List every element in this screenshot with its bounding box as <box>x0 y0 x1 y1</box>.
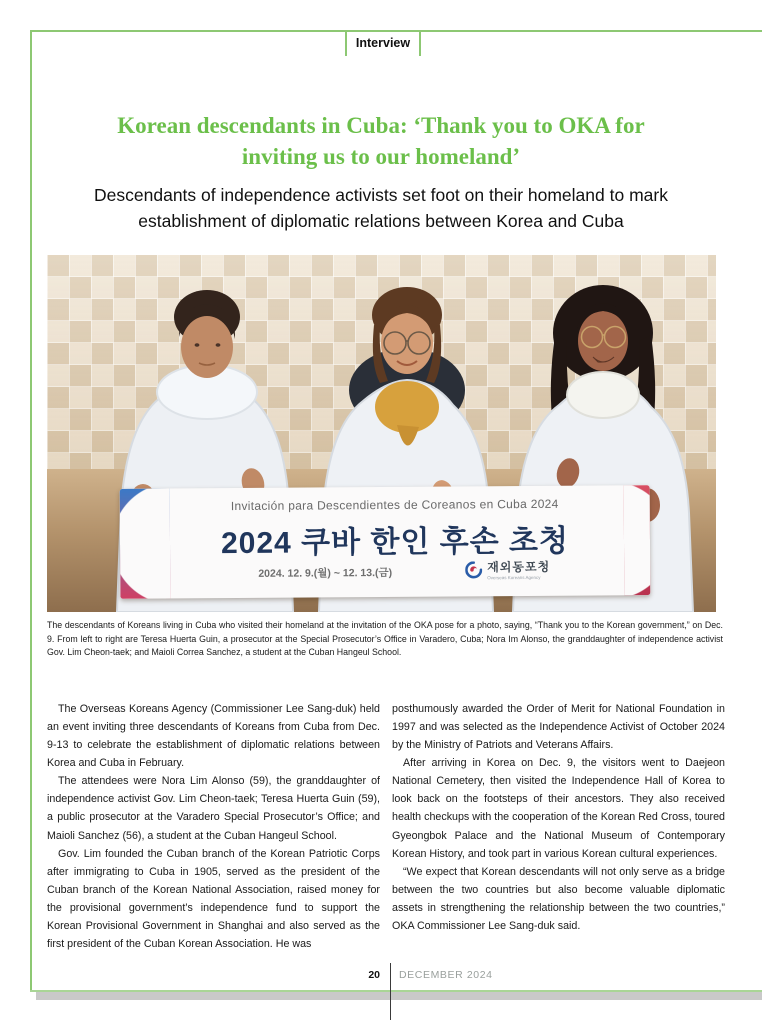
photo-caption: The descendants of Koreans living in Cuba who visited their homeland at the invitation of the OKA pose for a photo, saying, “Thank you to the Korean government,” on Dec. 9. From left to right are Teresa Huerta Guin, a prosecutor at the Special Prosecutor’s Office in Varadero, Cuba; Nora Im Alonso, the granddaughter of independence activist Gov. Lim Cheon-taek; and Maioli Correa Sanchez, a student at the Cuban Hangeul School. <box>47 620 723 658</box>
oka-logo-icon <box>465 561 482 578</box>
paragraph: Gov. Lim founded the Cuban branch of the Korean Patriotic Corps after immigrating to Cuba in 1905, served as the president of the Cuban branch of the Korean National Association, raised money for the provisional government’s independence fund to support the Korean Provisional Government in Shanghai and also served as the first president of the Cuban Korean Association. He was <box>47 847 380 951</box>
footer-divider-rule <box>390 963 391 1020</box>
article-right-column <box>392 700 725 935</box>
article-subtitle-line2: establishment of diplomatic relations between Korea and Cuba <box>138 211 624 231</box>
banner-spanish-title: Invitación para Descendientes de Coreanos en Cuba 2024 <box>230 496 559 514</box>
banner-org-name-en: Overseas Koreans Agency <box>487 574 541 581</box>
event-banner <box>120 485 651 599</box>
section-tag <box>345 30 421 56</box>
banner-taegeuk-left-decoration <box>120 489 171 599</box>
banner-date-range: 2024. 12. 9.(월) ~ 12. 13.(금) <box>258 566 393 580</box>
frame-bottom-shadow <box>36 992 762 1000</box>
issue-label: DECEMBER 2024 <box>399 969 493 981</box>
banner-org-name-kr: 재외동포청 <box>487 559 551 575</box>
article-subtitle <box>50 182 712 234</box>
banner-korean-title: 2024 쿠바 한인 후손 초청 <box>220 524 570 561</box>
article-title-line2: inviting us to our homeland’ <box>241 144 521 169</box>
article-title <box>60 110 702 172</box>
banner-org-logo-block <box>465 558 550 581</box>
tag-tick-left <box>345 30 347 56</box>
paragraph: The Overseas Koreans Agency (Commissioner Lee Sang-duk) held an event inviting three descendants of Koreans from Cuba from Dec. 9-13 to celebrate the establishment of diplomatic relations between Korea and Cuba in February. <box>47 703 380 770</box>
paragraph: posthumously awarded the Order of Merit for National Foundation in 1997 and was selected as the Independence Activist of October 2024 by the Ministry of Patriots and Veterans Affairs. <box>392 703 725 752</box>
paragraph: After arriving in Korea on Dec. 9, the visitors went to Daejeon National Cemetery, then visited the Independence Hall of Korea to look back on the footsteps of their ancestors. They also received health checkups with the cooperation of the Korean Red Cross, toured Gyeongbok Palace and the National Museum of Contemporary Korean History, and took part in various Korean cultural experiences. <box>392 757 725 860</box>
paragraph: “We expect that Korean descendants will not only serve as a bridge between the two countries but also become valuable diplomatic assets in strengthening the relationship between the two countries,” OKA Commissioner Lee Sang-duk said. <box>392 865 725 932</box>
tag-tick-right <box>419 30 421 56</box>
article-photo <box>47 255 716 612</box>
article-title-line1: Korean descendants in Cuba: ‘Thank you to OKA for <box>117 113 645 138</box>
frame-left-rule <box>30 30 32 990</box>
banner-taegeuk-right-decoration <box>624 485 651 595</box>
section-tag-label: Interview <box>355 36 411 50</box>
paragraph: The attendees were Nora Lim Alonso (59), the granddaughter of independence activist Gov. Lim Cheon-taek; Teresa Huerta Guin (59), a public prosecutor at the Varadero Special Prosecutor’s Office; and Maioli Sanchez (56), a student at the Cuban Hangeul School. <box>47 775 380 842</box>
article-subtitle-line1: Descendants of independence activists set foot on their homeland to mark <box>94 185 668 205</box>
page-number: 20 <box>368 969 380 981</box>
article-left-column <box>47 700 380 953</box>
